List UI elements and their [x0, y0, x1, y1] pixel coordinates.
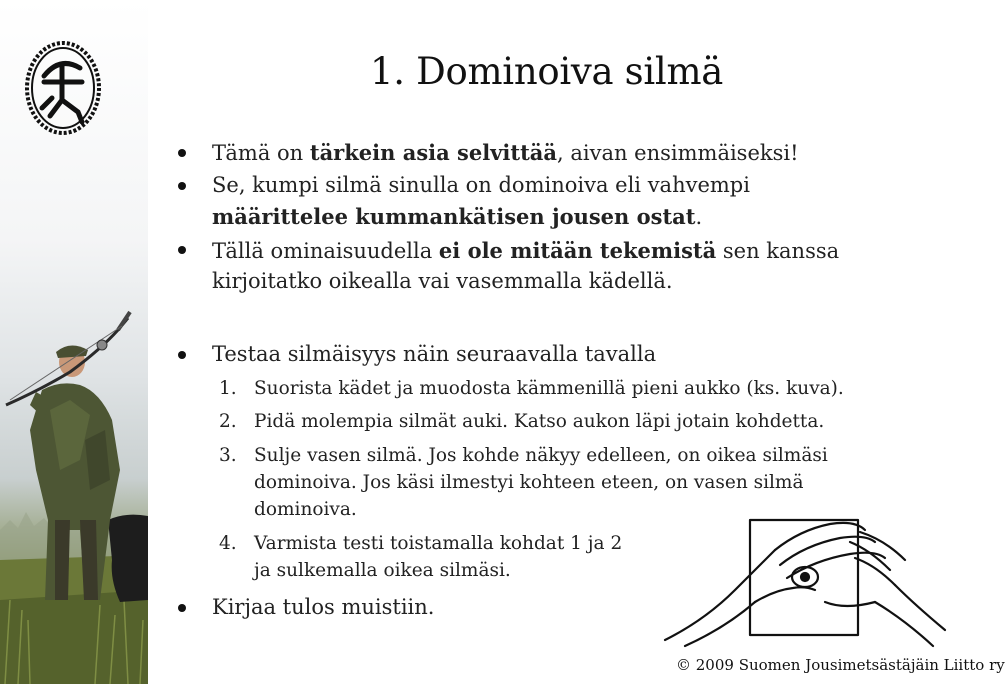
- step-3-line-2: dominoiva. Jos käsi ilmestyi kohteen eteen, on vasen silmä: [254, 472, 804, 493]
- step-2-text: Pidä molempia silmät auki. Katso aukon läpi jotain kohdetta.: [254, 411, 825, 432]
- step-4-line-2: ja sulkemalla oikea silmäsi.: [254, 560, 511, 581]
- bullet-2-bold: määrittelee kummankätisen jousen ostat: [212, 204, 696, 229]
- bullet-1-post: , aivan ensimmäiseksi!: [557, 141, 799, 165]
- step-3-line-3: dominoiva.: [254, 499, 357, 520]
- step-4-line-1: Varmista testi toistamalla kohdat 1 ja 2: [254, 533, 623, 554]
- bullet-3-bold: ei ole mitään tekemistä: [438, 238, 717, 263]
- hands-aperture-illustration: [665, 510, 945, 650]
- slide-title: 1. Dominoiva silmä: [370, 50, 723, 93]
- bullet-dot: [178, 351, 186, 359]
- archer-emblem-icon: [22, 38, 104, 138]
- step-3-line-1: Sulje vasen silmä. Jos kohde näkyy edelleen, on oikea silmäsi: [254, 445, 828, 466]
- bullet-4: Testaa silmäisyys näin seuraavalla tavalla: [212, 342, 657, 366]
- step-2-number: 2.: [219, 411, 237, 432]
- bullet-dot: [178, 182, 186, 190]
- bullet-5: Kirjaa tulos muistiin.: [212, 595, 435, 619]
- bullet-2-line-2: [212, 200, 702, 234]
- bullet-2-line-1: Se, kumpi silmä sinulla on dominoiva eli vahvempi: [212, 173, 750, 197]
- step-1-number: 1.: [219, 378, 237, 399]
- bullet-1: [212, 136, 799, 170]
- bullet-3-post: sen kanssa: [716, 239, 840, 263]
- bullet-dot: [178, 604, 186, 612]
- step-1-text: Suorista kädet ja muodosta kämmenillä pieni aukko (ks. kuva).: [254, 378, 844, 399]
- bullet-3-pre: Tällä ominaisuudella: [212, 239, 439, 263]
- bullet-3-line-1: [212, 234, 839, 268]
- copyright-footer: © 2009 Suomen Jousimetsästäjäin Liitto ry: [676, 656, 1005, 674]
- bullet-dot: [178, 149, 186, 157]
- bullet-dot: [178, 246, 186, 254]
- bullet-2-post: .: [695, 205, 703, 229]
- bullet-1-pre: Tämä on: [212, 141, 310, 165]
- bullet-1-bold: tärkein asia selvittää: [309, 140, 557, 165]
- bullet-3-line-2: kirjoitatko oikealla vai vasemmalla kädellä.: [212, 269, 673, 293]
- step-4-number: 4.: [219, 533, 237, 554]
- step-3-number: 3.: [219, 445, 237, 466]
